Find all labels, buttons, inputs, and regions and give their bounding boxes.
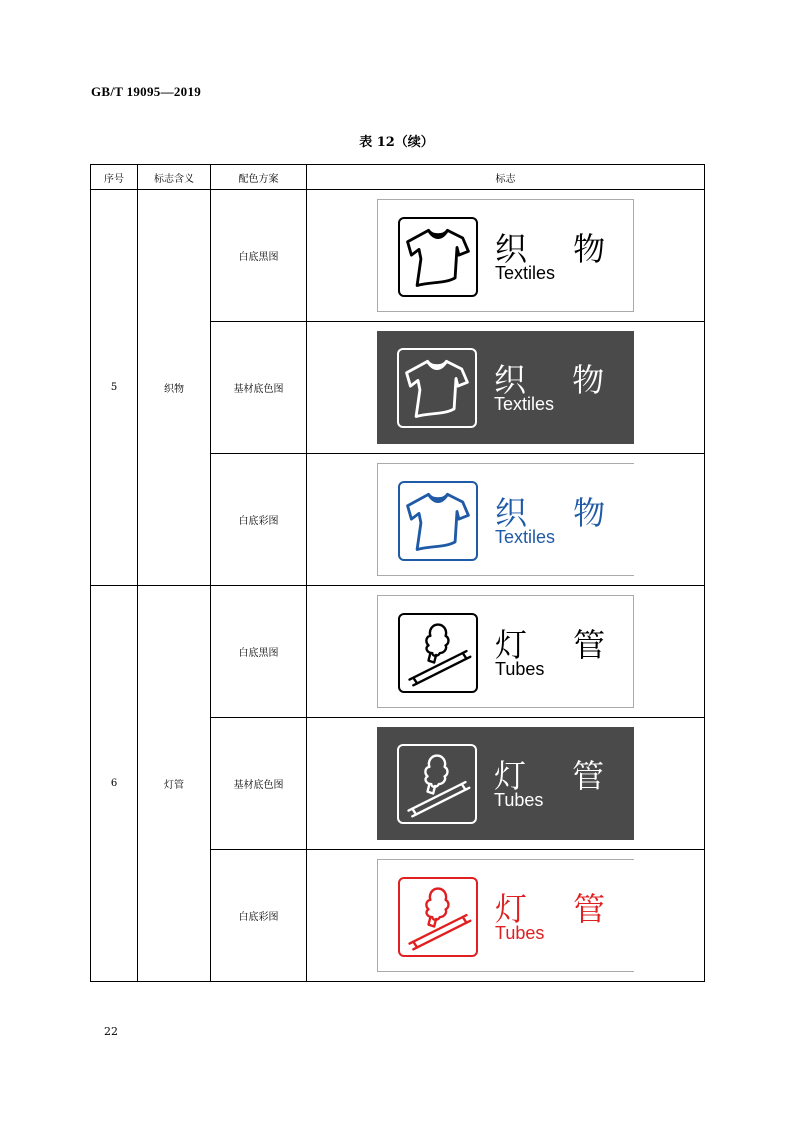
sign-panel	[377, 859, 634, 972]
sign-english-label: Textiles	[495, 527, 556, 547]
sign-cell	[307, 586, 705, 718]
sign-cell	[307, 322, 705, 454]
sign-panel	[377, 595, 634, 708]
sign-meaning: 织物	[138, 190, 211, 586]
column-header-scheme: 配色方案	[211, 165, 307, 190]
table-row	[91, 586, 705, 718]
sign-cell	[307, 850, 705, 982]
sign-table	[90, 164, 705, 982]
sign-chinese-label: 灯 管	[495, 626, 624, 664]
color-scheme: 白底彩图	[211, 454, 307, 586]
sign-chinese-label: 灯 管	[495, 890, 624, 928]
sign-chinese-label: 织 物	[495, 494, 624, 532]
sign-english-label: Tubes	[495, 659, 545, 679]
table-header-row	[91, 165, 705, 190]
light-tube-icon	[397, 744, 477, 824]
t-shirt-icon	[397, 348, 477, 428]
sign-panel	[377, 727, 634, 840]
sign-english-label: Textiles	[494, 394, 555, 414]
sign-meaning: 灯管	[138, 586, 211, 982]
color-scheme: 白底黑图	[211, 190, 307, 322]
row-index: 6	[91, 586, 138, 982]
sign-chinese-label: 灯 管	[494, 757, 623, 795]
light-tube-icon	[398, 613, 478, 693]
row-index: 5	[91, 190, 138, 586]
sign-panel	[377, 331, 634, 444]
sign-english-label: Tubes	[494, 790, 544, 810]
sign-english-label: Tubes	[495, 923, 545, 943]
sign-panel	[377, 463, 634, 576]
light-tube-icon	[398, 877, 478, 957]
sign-panel	[377, 199, 634, 312]
sign-english-label: Textiles	[495, 263, 556, 283]
standard-code: GB/T 19095—2019	[91, 84, 202, 99]
color-scheme: 基材底色图	[211, 718, 307, 850]
page-number: 22	[104, 1025, 118, 1038]
sign-cell	[307, 190, 705, 322]
column-header-index: 序号	[91, 165, 138, 190]
color-scheme: 白底彩图	[211, 850, 307, 982]
table-title: 表 12（续）	[359, 135, 434, 150]
sign-cell	[307, 454, 705, 586]
table-row	[91, 190, 705, 322]
t-shirt-icon	[398, 217, 478, 297]
t-shirt-icon	[398, 481, 478, 561]
color-scheme: 基材底色图	[211, 322, 307, 454]
column-header-sign: 标志	[307, 165, 705, 190]
column-header-meaning: 标志含义	[138, 165, 211, 190]
color-scheme: 白底黑图	[211, 586, 307, 718]
sign-chinese-label: 织 物	[494, 361, 623, 399]
sign-chinese-label: 织 物	[495, 230, 624, 268]
sign-cell	[307, 718, 705, 850]
